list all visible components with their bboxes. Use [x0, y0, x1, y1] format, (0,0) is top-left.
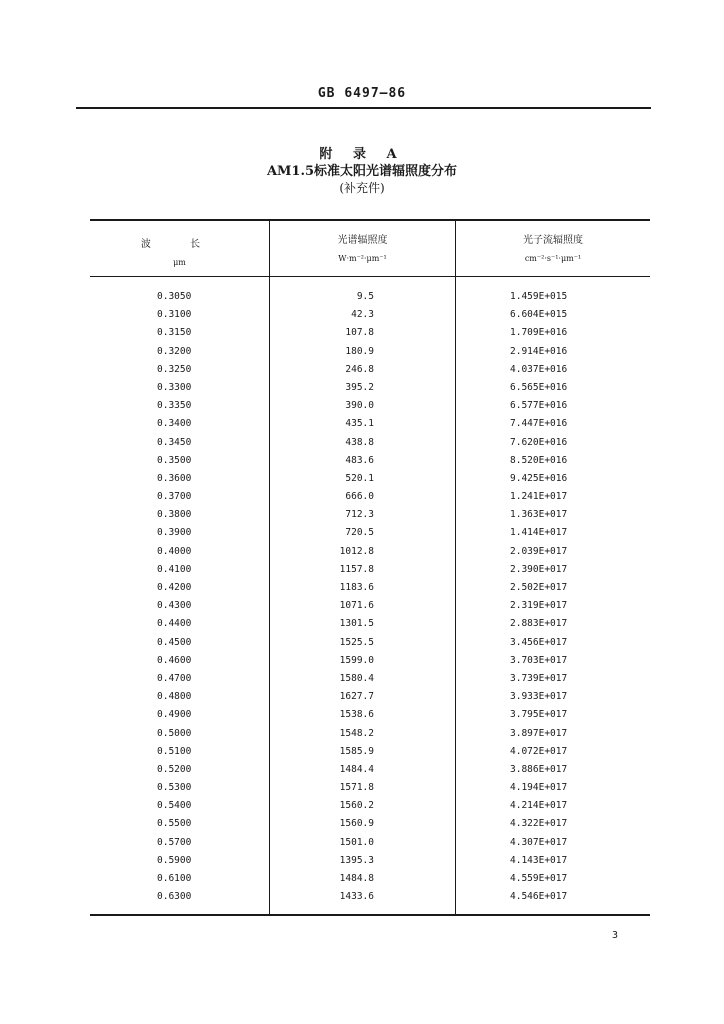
spectral-irradiance-cell: 1560.2: [339, 800, 374, 812]
spectral-irradiance-cell: 520.1: [345, 472, 374, 484]
header-separator-rule: [90, 276, 650, 277]
wavelength-cell: 0.4400: [157, 618, 192, 630]
table-row: [0, 379, 724, 397]
supplement-note: (补充件): [339, 181, 385, 195]
table-row: [0, 397, 724, 415]
wavelength-cell: 0.4500: [157, 636, 192, 648]
spectral-irradiance-cell: 42.3: [351, 309, 374, 321]
table-top-rule: [90, 219, 650, 221]
table-row: [0, 343, 724, 361]
standard-code: GB 6497—86: [317, 86, 407, 101]
wavelength-cell: 0.5000: [157, 727, 192, 739]
wavelength-cell: 0.4200: [157, 582, 192, 593]
spectral-irradiance-cell: 666.0: [345, 491, 374, 503]
table-row: [0, 452, 724, 470]
table-row: [0, 725, 724, 743]
table-row: [0, 670, 724, 688]
column-header-spectral-irradiance: [270, 232, 455, 268]
photon-flux-cell: 4.322E+017: [510, 818, 568, 830]
spectral-irradiance-cell: 1183.6: [339, 582, 374, 593]
appendix-label: 附 录 A: [319, 147, 405, 162]
table-row: [0, 415, 724, 433]
table-row: [0, 652, 724, 670]
photon-flux-cell: 3.703E+017: [510, 654, 568, 666]
photon-flux-cell: 3.739E+017: [510, 672, 568, 684]
table-title: AM1.5标准太阳光谱辐照度分布: [266, 164, 458, 179]
photon-flux-cell: 2.319E+017: [510, 600, 568, 612]
wavelength-cell: 0.3200: [157, 345, 192, 357]
table-row: [0, 543, 724, 561]
spectral-irradiance-cell: 1548.2: [339, 727, 374, 739]
photon-flux-cell: 4.072E+017: [510, 745, 568, 757]
photon-flux-cell: 4.214E+017: [510, 800, 568, 812]
table-row: [0, 815, 724, 833]
table-row: [0, 361, 724, 379]
wavelength-cell: 0.3450: [157, 436, 192, 448]
spectral-irradiance-cell: 1501.0: [339, 836, 374, 848]
spectral-irradiance-cell: 438.8: [345, 436, 374, 448]
table-bottom-rule: [90, 914, 650, 916]
table-row: [0, 870, 724, 888]
table-row: [0, 470, 724, 488]
column-header-label: 光谱辐照度: [337, 235, 388, 246]
spectral-irradiance-cell: 1599.0: [339, 654, 374, 666]
photon-flux-cell: 9.425E+016: [510, 472, 568, 484]
wavelength-cell: 0.3400: [157, 418, 192, 430]
column-header-unit: μm: [173, 258, 186, 267]
table-row: [0, 306, 724, 324]
spectral-irradiance-cell: 1071.6: [339, 600, 374, 612]
spectral-irradiance-cell: 107.8: [345, 327, 374, 339]
table-row: [0, 434, 724, 452]
wavelength-cell: 0.6300: [157, 891, 192, 903]
column-header-label: 光子流辐照度: [523, 235, 583, 246]
wavelength-cell: 0.3100: [157, 309, 192, 321]
photon-flux-cell: 3.933E+017: [510, 691, 568, 703]
table-row: [0, 888, 724, 906]
wavelength-cell: 0.4100: [157, 563, 192, 575]
table-row: [0, 488, 724, 506]
wavelength-cell: 0.3600: [157, 472, 192, 484]
photon-flux-cell: 1.414E+017: [510, 527, 568, 539]
photon-flux-cell: 1.459E+015: [510, 291, 568, 302]
column-header-wavelength: [90, 236, 269, 272]
photon-flux-cell: 2.039E+017: [510, 545, 568, 557]
photon-flux-cell: 6.565E+016: [510, 381, 568, 393]
wavelength-cell: 0.5900: [157, 854, 192, 866]
table-row: [0, 561, 724, 579]
photon-flux-cell: 4.546E+017: [510, 891, 568, 903]
table-row: [0, 506, 724, 524]
table-row: [0, 579, 724, 597]
spectral-irradiance-cell: 1585.9: [339, 745, 374, 757]
spectral-irradiance-cell: 1433.6: [339, 891, 374, 903]
table-row: [0, 615, 724, 633]
photon-flux-cell: 4.143E+017: [510, 854, 568, 866]
spectral-irradiance-cell: 395.2: [345, 381, 374, 393]
table-row: [0, 743, 724, 761]
photon-flux-cell: 3.897E+017: [510, 727, 568, 739]
spectral-irradiance-cell: 1484.4: [339, 763, 374, 775]
wavelength-cell: 0.3250: [157, 363, 192, 375]
wavelength-cell: 0.5700: [157, 836, 192, 848]
spectral-irradiance-cell: 1301.5: [339, 618, 374, 630]
table-row: [0, 324, 724, 342]
photon-flux-cell: 6.577E+016: [510, 400, 568, 412]
spectral-irradiance-cell: 1484.8: [339, 873, 374, 884]
wavelength-cell: 0.4000: [157, 545, 192, 557]
spectral-irradiance-cell: 246.8: [345, 363, 374, 375]
column-header-label: 波 长: [140, 239, 219, 250]
photon-flux-cell: 3.795E+017: [510, 709, 568, 721]
wavelength-cell: 0.3300: [157, 381, 192, 393]
wavelength-cell: 0.4300: [157, 600, 192, 612]
photon-flux-cell: 8.520E+016: [510, 454, 568, 466]
spectral-irradiance-cell: 483.6: [345, 454, 374, 466]
wavelength-cell: 0.6100: [157, 873, 192, 884]
column-header-unit: cm⁻²·s⁻¹·μm⁻¹: [524, 254, 582, 263]
wavelength-cell: 0.3900: [157, 527, 192, 539]
spectral-irradiance-cell: 180.9: [345, 345, 374, 357]
spectral-irradiance-cell: 1560.9: [339, 818, 374, 830]
photon-flux-cell: 3.456E+017: [510, 636, 568, 648]
photon-flux-cell: 7.447E+016: [510, 418, 568, 430]
spectral-irradiance-cell: 390.0: [345, 400, 374, 412]
wavelength-cell: 0.5100: [157, 745, 192, 757]
spectral-irradiance-cell: 1012.8: [339, 545, 374, 557]
photon-flux-cell: 2.502E+017: [510, 582, 568, 593]
table-row: [0, 706, 724, 724]
photon-flux-cell: 2.390E+017: [510, 563, 568, 575]
spectral-irradiance-cell: 1538.6: [339, 709, 374, 721]
spectral-irradiance-cell: 435.1: [345, 418, 374, 430]
photon-flux-cell: 2.914E+016: [510, 345, 568, 357]
wavelength-cell: 0.5200: [157, 763, 192, 775]
page-number: 3: [612, 930, 619, 941]
table-row: [0, 852, 724, 870]
spectral-irradiance-cell: 1627.7: [339, 691, 374, 703]
wavelength-cell: 0.3150: [157, 327, 192, 339]
photon-flux-cell: 4.307E+017: [510, 836, 568, 848]
table-row: [0, 634, 724, 652]
wavelength-cell: 0.5400: [157, 800, 192, 812]
table-row: [0, 779, 724, 797]
table-body: [0, 288, 724, 906]
wavelength-cell: 0.3350: [157, 400, 192, 412]
table-row: [0, 288, 724, 306]
table-row: [0, 524, 724, 542]
spectral-irradiance-cell: 1395.3: [339, 854, 374, 866]
photon-flux-cell: 1.241E+017: [510, 491, 568, 503]
column-header-unit: W·m⁻²·μm⁻¹: [338, 254, 387, 263]
wavelength-cell: 0.4900: [157, 709, 192, 721]
photon-flux-cell: 4.037E+016: [510, 363, 568, 375]
wavelength-cell: 0.4700: [157, 672, 192, 684]
photon-flux-cell: 3.886E+017: [510, 763, 568, 775]
photon-flux-cell: 6.604E+015: [510, 309, 568, 321]
spectral-irradiance-cell: 1525.5: [339, 636, 374, 648]
spectral-irradiance-cell: 1580.4: [339, 672, 374, 684]
table-row: [0, 797, 724, 815]
photon-flux-cell: 4.194E+017: [510, 782, 568, 794]
header-rule: [76, 107, 651, 109]
wavelength-cell: 0.4600: [157, 654, 192, 666]
photon-flux-cell: 1.363E+017: [510, 509, 568, 521]
spectral-irradiance-cell: 712.3: [345, 509, 374, 521]
photon-flux-cell: 2.883E+017: [510, 618, 568, 630]
table-row: [0, 834, 724, 852]
photon-flux-cell: 4.559E+017: [510, 873, 568, 884]
wavelength-cell: 0.3050: [157, 291, 192, 302]
table-row: [0, 688, 724, 706]
table-row: [0, 761, 724, 779]
spectral-irradiance-cell: 9.5: [356, 291, 374, 302]
spectral-irradiance-cell: 720.5: [345, 527, 374, 539]
table-row: [0, 597, 724, 615]
spectral-irradiance-cell: 1157.8: [339, 563, 374, 575]
wavelength-cell: 0.5500: [157, 818, 192, 830]
column-header-photon-flux: [456, 232, 650, 268]
wavelength-cell: 0.5300: [157, 782, 192, 794]
photon-flux-cell: 7.620E+016: [510, 436, 568, 448]
wavelength-cell: 0.4800: [157, 691, 192, 703]
photon-flux-cell: 1.709E+016: [510, 327, 568, 339]
wavelength-cell: 0.3700: [157, 491, 192, 503]
wavelength-cell: 0.3500: [157, 454, 192, 466]
spectral-irradiance-cell: 1571.8: [339, 782, 374, 794]
wavelength-cell: 0.3800: [157, 509, 192, 521]
